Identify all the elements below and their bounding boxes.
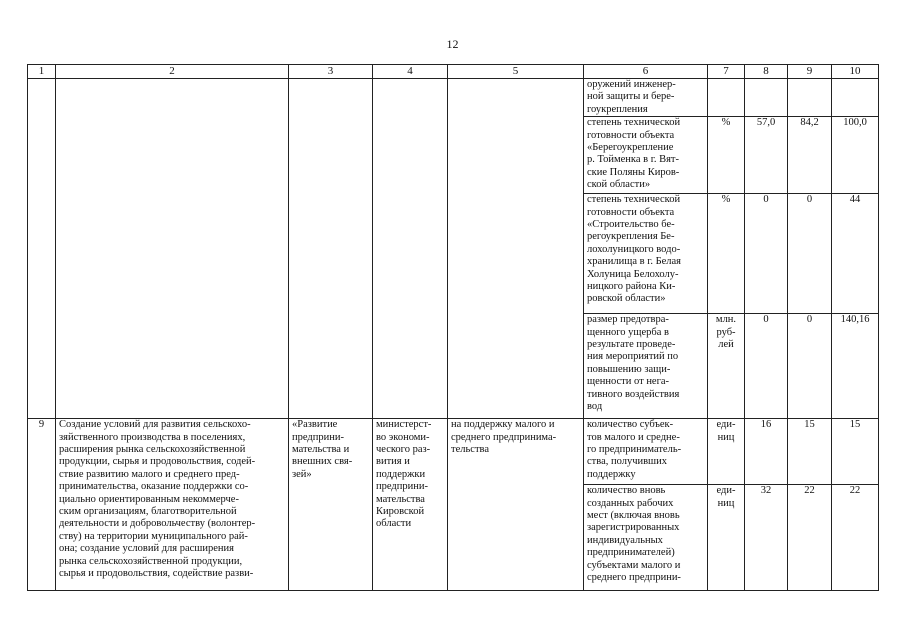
page-number: 12	[446, 37, 459, 51]
indicator-cell: оружений инженер- ной защиты и бере- гоукрепления	[584, 79, 708, 117]
col-header-8: 8	[745, 65, 788, 79]
value-2020-cell: 0	[788, 194, 832, 314]
value-2020-cell	[788, 79, 832, 117]
program-cell	[289, 79, 373, 419]
value-2020-cell: 84,2	[788, 117, 832, 194]
col-header-4: 4	[373, 65, 448, 79]
row-number-cell	[28, 79, 56, 419]
value-2020-cell: 22	[788, 485, 832, 591]
value-2019-cell: 32	[745, 485, 788, 591]
unit-cell: %	[708, 117, 745, 194]
indicator-cell: степень технической готовности объекта «Берегоукрепление р. Тойменка в г. Вят- ские Поляны Киров- ской области»	[584, 117, 708, 194]
value-2020-cell: 15	[788, 419, 832, 485]
col-header-1: 1	[28, 65, 56, 79]
value-2019-cell: 0	[745, 194, 788, 314]
program-table	[27, 64, 879, 591]
indicator-cell: размер предотвра- щенного ущерба в результате проведе- ния мероприятий по повышению защи- щенности от нега- тивного воздействия вод	[584, 314, 708, 419]
ministry-cell: министерст- во экономи- ческого раз- вития и поддержки предприни- мательства Кировской области	[373, 419, 448, 591]
value-2019-cell: 0	[745, 314, 788, 419]
col-header-3: 3	[289, 65, 373, 79]
col-header-6: 6	[584, 65, 708, 79]
value-2021-cell: 22	[832, 485, 879, 591]
value-2019-cell: 57,0	[745, 117, 788, 194]
purpose-cell: на поддержку малого и среднего предпринима- тельства	[448, 419, 584, 591]
value-2021-cell	[832, 79, 879, 117]
col-header-9: 9	[788, 65, 832, 79]
row-number-cell: 9	[28, 419, 56, 591]
indicator-cell: степень технической готовности объекта «Строительство бе- регоукрепления Бе- лохолуницкого водо- хранилища в г. Белая Холуница Белохолу- ницкого района Ки- ровской области»	[584, 194, 708, 314]
unit-cell: %	[708, 194, 745, 314]
indicator-cell: количество вновь созданных рабочих мест (включая вновь зарегистрированных индивидуальных предпринимателей) субъектами малого и среднего предприни-	[584, 485, 708, 591]
unit-cell	[708, 79, 745, 117]
col-header-2: 2	[56, 65, 289, 79]
value-2019-cell	[745, 79, 788, 117]
program-cell: «Развитие предприни- мательства и внешних свя- зей»	[289, 419, 373, 591]
unit-cell: еди- ниц	[708, 419, 745, 485]
ministry-cell	[373, 79, 448, 419]
value-2020-cell: 0	[788, 314, 832, 419]
col-header-7: 7	[708, 65, 745, 79]
unit-cell: еди- ниц	[708, 485, 745, 591]
value-2021-cell: 100,0	[832, 117, 879, 194]
table-row	[28, 419, 879, 485]
table-row	[28, 79, 879, 117]
value-2019-cell: 16	[745, 419, 788, 485]
description-cell: Создание условий для развития сельскохо- зяйственного производства в поселениях, расширения рынка сельскохозяйственной продукции, сырья и продовольствия, содей- ствие развитию малого и среднего пред- принимательства, оказание поддержки со- циально ориентированным некоммерче- ским организациям, благотворительной деятельности и добровольчеству (волонтер- ству) на территории муниципального рай- она; создание условий для расширения рынка сельскохозяйственной продукции, сырья и продовольствия, содействие разви-	[56, 419, 289, 591]
header-row	[28, 65, 879, 79]
value-2021-cell: 15	[832, 419, 879, 485]
indicator-cell: количество субъек- тов малого и средне- го предприниматель- ства, получивших поддержку	[584, 419, 708, 485]
unit-cell: млн. руб- лей	[708, 314, 745, 419]
value-2021-cell: 140,16	[832, 314, 879, 419]
description-cell	[56, 79, 289, 419]
col-header-5: 5	[448, 65, 584, 79]
col-header-10: 10	[832, 65, 879, 79]
value-2021-cell: 44	[832, 194, 879, 314]
purpose-cell	[448, 79, 584, 419]
